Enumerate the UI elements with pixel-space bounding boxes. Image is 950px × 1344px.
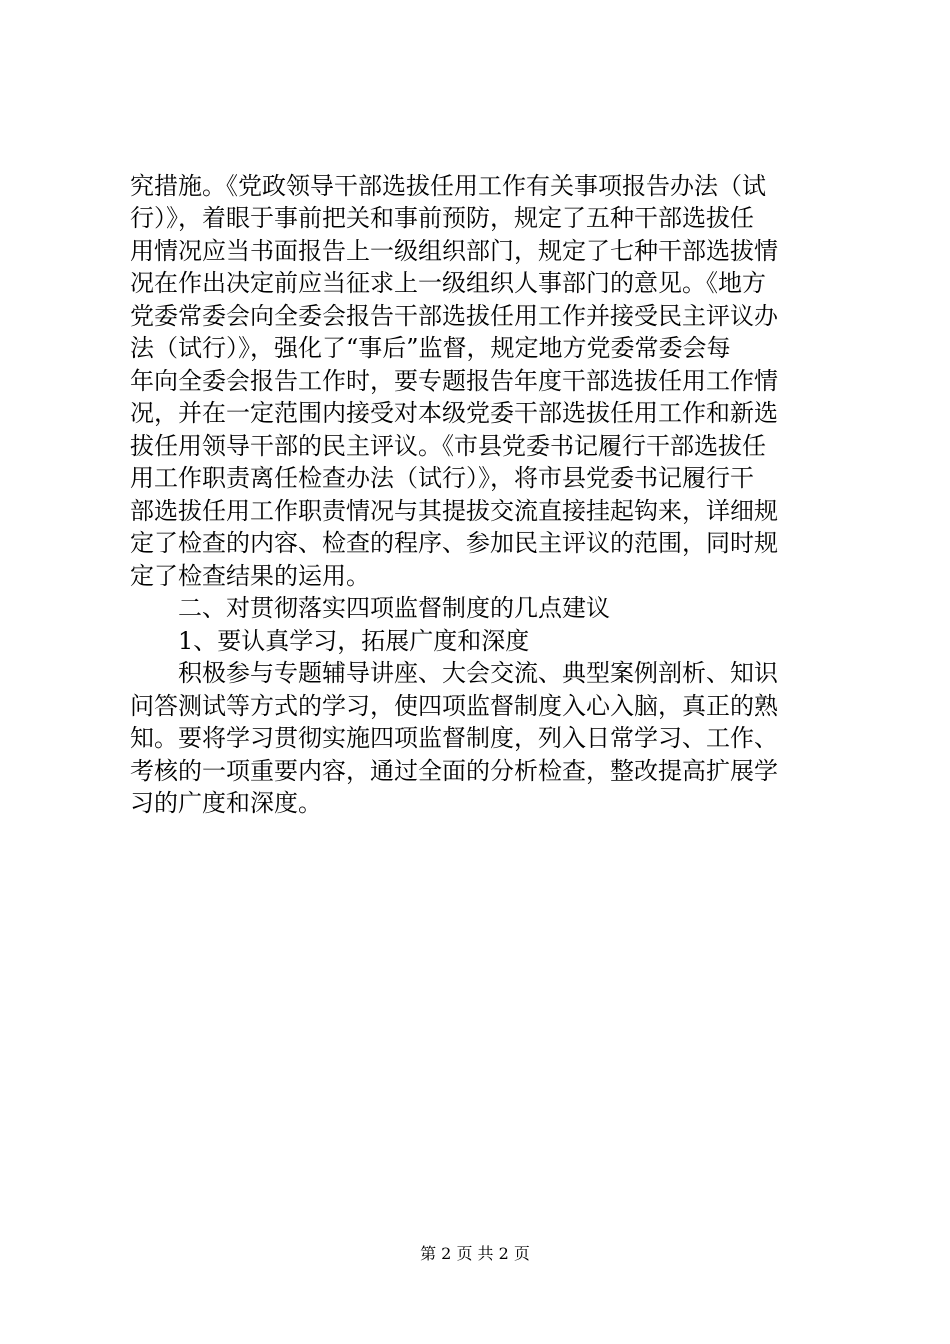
body-text-line: 部选拔任用工作职责情况与其提拔交流直接挂起钩来，详细规 <box>130 497 778 525</box>
body-text-line: 定了检查结果的运用。 <box>130 562 370 590</box>
body-text-line: 况在作出决定前应当征求上一级组织人事部门的意见。《地方 <box>130 269 766 297</box>
body-text-line: 用工作职责离任检查办法（试行）》，将市县党委书记履行干 <box>130 464 754 492</box>
page-number-footer: 第 2 页 共 2 页 <box>420 1244 530 1263</box>
body-text-line: 况，并在一定范围内接受对本级党委干部选拔任用工作和新选 <box>130 399 778 427</box>
subsection-heading: 1、要认真学习，拓展广度和深度 <box>178 627 530 655</box>
body-text-line: 法（试行）》，强化了“事后”监督，规定地方党委常委会每 <box>130 334 731 362</box>
body-text-line: 习的广度和深度。 <box>130 789 322 817</box>
body-text-line: 考核的一项重要内容，通过全面的分析检查，整改提高扩展学 <box>130 757 778 785</box>
body-text-line: 年向全委会报告工作时，要专题报告年度干部选拔任用工作情 <box>130 367 778 395</box>
body-text-line: 积极参与专题辅导讲座、大会交流、典型案例剖析、知识 <box>178 659 778 687</box>
body-text-line: 行）》，着眼于事前把关和事前预防，规定了五种干部选拔任 <box>130 204 754 232</box>
section-heading: 二、对贯彻落实四项监督制度的几点建议 <box>178 594 610 622</box>
body-text-line: 知。要将学习贯彻实施四项监督制度，列入日常学习、工作、 <box>130 724 778 752</box>
body-text-line: 用情况应当书面报告上一级组织部门，规定了七种干部选拔情 <box>130 237 778 265</box>
body-text-line: 党委常委会向全委会报告干部选拔任用工作并接受民主评议办 <box>130 302 778 330</box>
body-text-line: 拔任用领导干部的民主评议。《市县党委书记履行干部选拔任 <box>130 432 766 460</box>
body-text-line: 究措施。《党政领导干部选拔任用工作有关事项报告办法（试 <box>130 172 766 200</box>
body-text-line: 问答测试等方式的学习，使四项监督制度入心入脑，真正的熟 <box>130 692 778 720</box>
body-text-line: 定了检查的内容、检查的程序、参加民主评议的范围，同时规 <box>130 529 778 557</box>
